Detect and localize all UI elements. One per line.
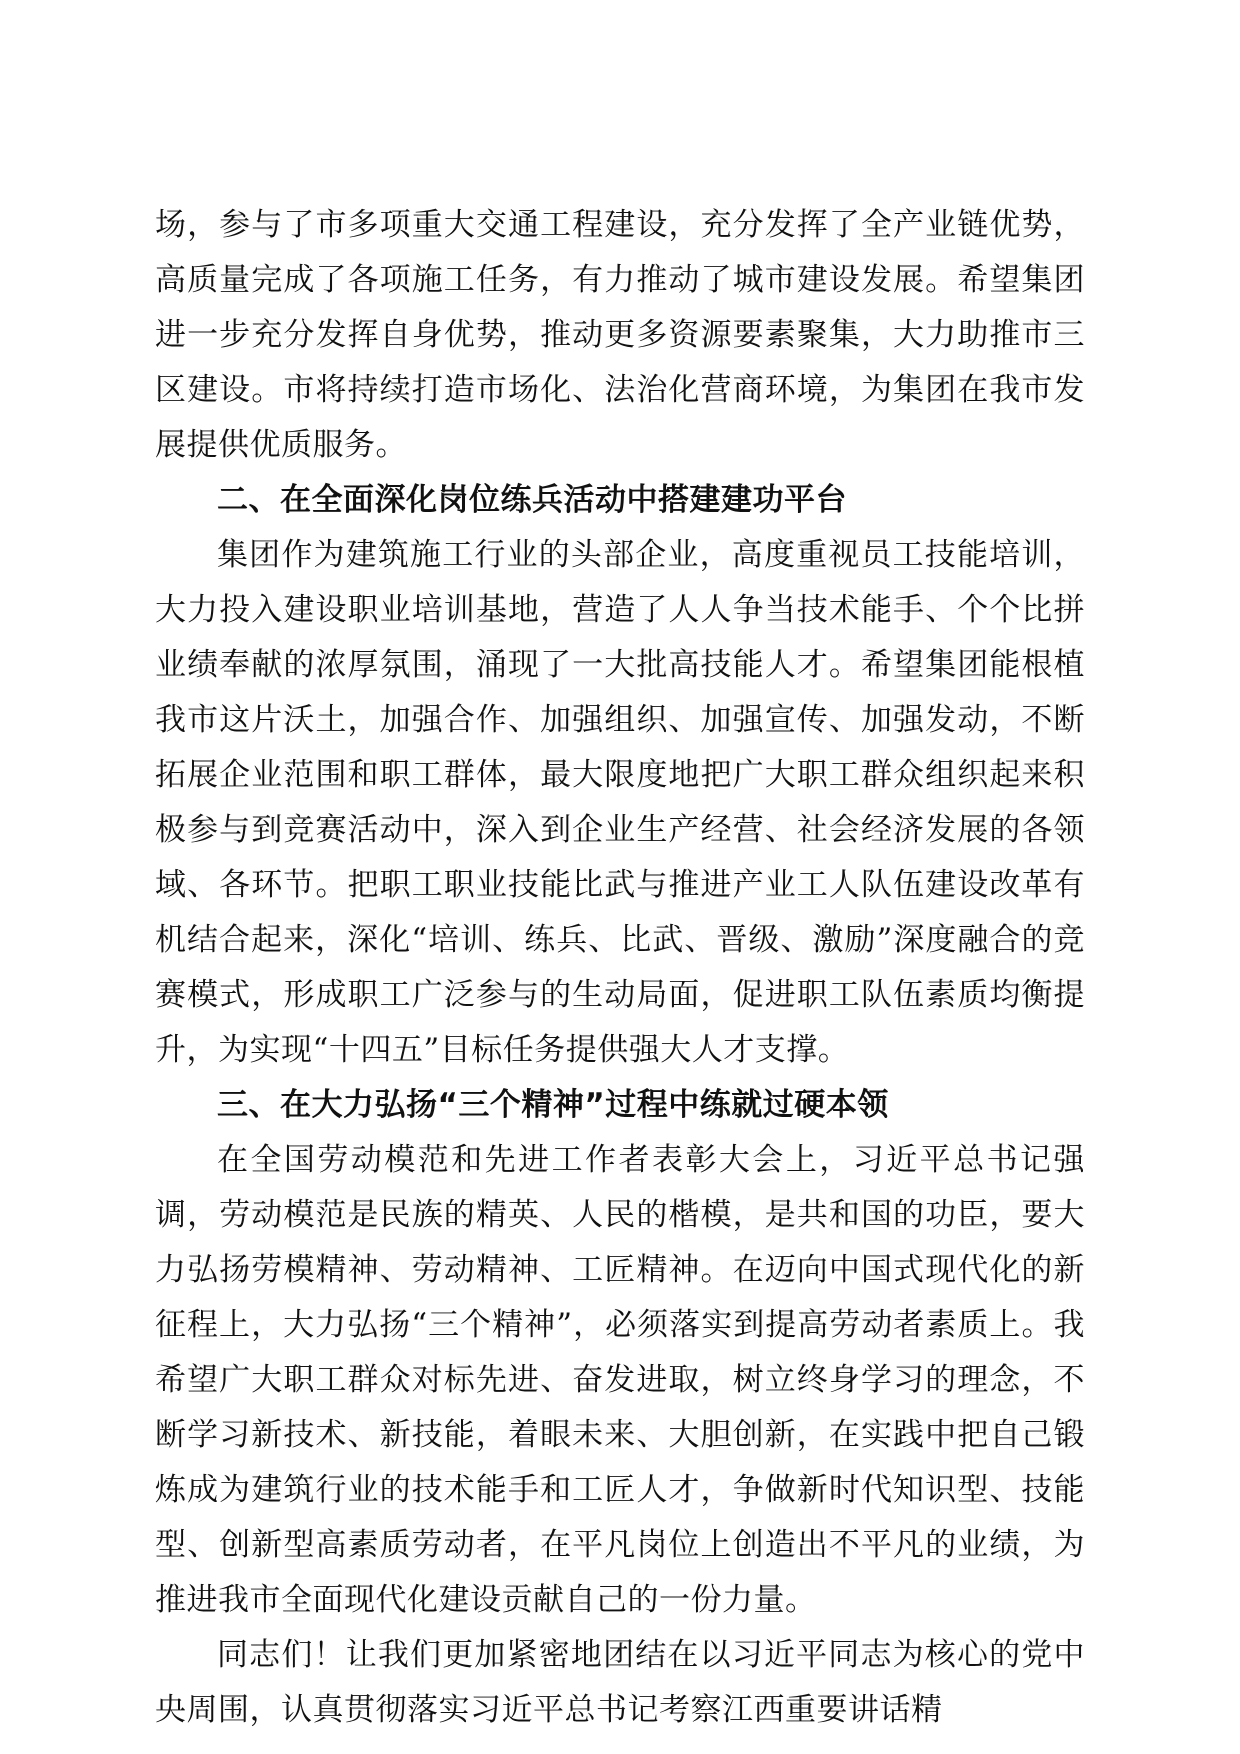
body-paragraph: 在全国劳动模范和先进工作者表彰大会上，习近平总书记强调，劳动模范是民族的精英、人民的楷模，是共和国的功臣，要大力弘扬劳模精神、劳动精神、工匠精神。在迈向中国式现代化的新征程上，大力弘扬“三个精神”，必须落实到提高劳动者素质上。我希望广大职工群众对标先进、奋发进取，树立终身学习的理念，不断学习新技术、新技能，着眼未来、大胆创新，在实践中把自己锻炼成为建筑行业的技术能手和工匠人才，争做新时代知识型、技能型、创新型高素质劳动者，在平凡岗位上创造出不平凡的业绩，为推进我市全面现代化建设贡献自己的一份力量。 bbox=[155, 1142, 1085, 1618]
body-paragraph: 场，参与了市多项重大交通工程建设，充分发挥了全产业链优势，高质量完成了各项施工任务，有力推动了城市建设发展。希望集团进一步充分发挥自身优势，推动更多资源要素聚集，大力助推市三区建设。市将持续打造市场化、法治化营商环境，为集团在我市发展提供优质服务。 bbox=[155, 207, 1085, 463]
closing-paragraph: 同志们！让我们更加紧密地团结在以习近平同志为核心的党中央周围，认真贯彻落实习近平总书记考察江西重要讲话精 bbox=[155, 1637, 1085, 1728]
section-heading-3: 三、在大力弘扬“三个精神”过程中练就过硬本领 bbox=[217, 1087, 889, 1123]
section-heading-2: 二、在全面深化岗位练兵活动中搭建建功平台 bbox=[217, 482, 847, 518]
document-page bbox=[155, 198, 1085, 1738]
body-paragraph: 集团作为建筑施工行业的头部企业，高度重视员工技能培训，大力投入建设职业培训基地，营造了人人争当技术能手、个个比拼业绩奉献的浓厚氛围，涌现了一大批高技能人才。希望集团能根植我市这片沃土，加强合作、加强组织、加强宣传、加强发动，不断拓展企业范围和职工群体，最大限度地把广大职工群众组织起来积极参与到竞赛活动中，深入到企业生产经营、社会经济发展的各领域、各环节。把职工职业技能比武与推进产业工人队伍建设改革有机结合起来，深化“培训、练兵、比武、晋级、激励”深度融合的竞赛模式，形成职工广泛参与的生动局面，促进职工队伍素质均衡提升，为实现“十四五”目标任务提供强大人才支撑。 bbox=[155, 537, 1085, 1068]
